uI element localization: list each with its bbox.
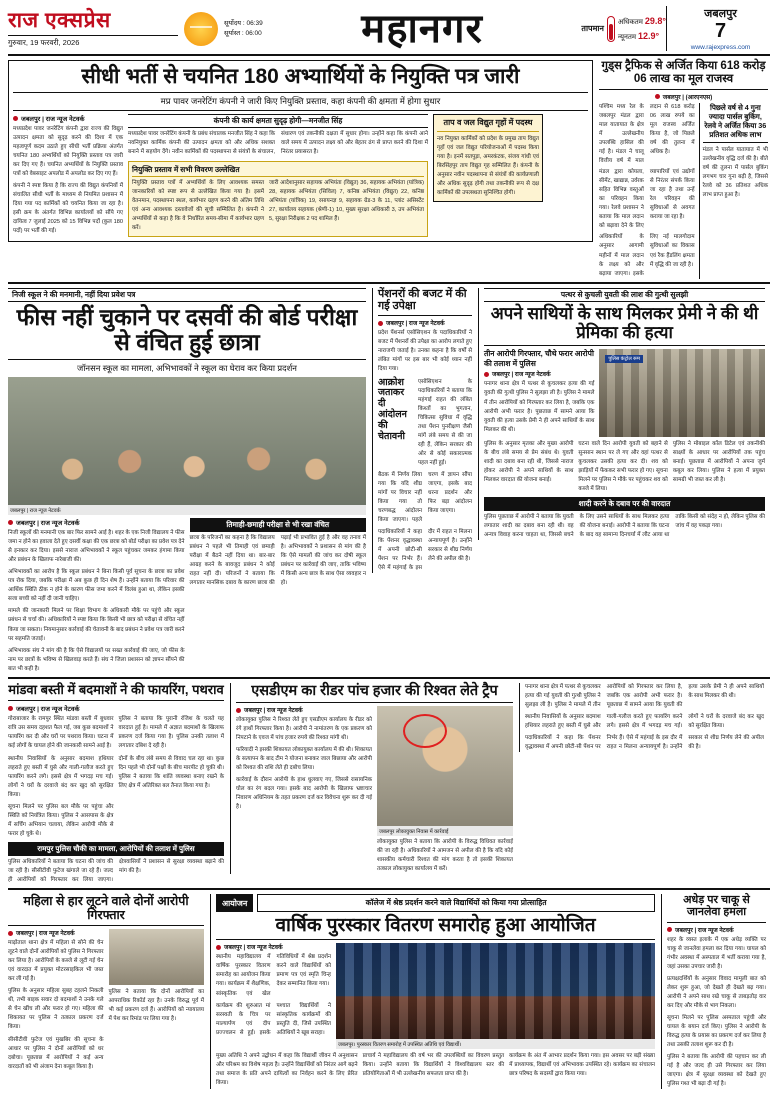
website-url[interactable]: www.rajexpress.com [690,44,751,51]
lead-column-2 [128,114,428,237]
lead-story [8,60,593,279]
photo-banner-text: पुलिस कंट्रोल रूम [605,355,643,363]
bottom-section [8,894,770,1089]
award-photo-caption: जबलपुर। पुरस्कार वितरण समारोह में उपस्थित अतिथि एवं विद्यार्थी। [336,1039,655,1049]
lead-column-3 [433,114,543,237]
sdm-headline: एसडीएम का रीडर पांच हजार की रिश्वत लेते ट्रैप [251,682,498,699]
award-text-2: कार्यक्रम की शुरुआत मां सरस्वती के चित्र पर माल्यार्पण एवं दीप प्रज्ज्वलन से हुई। इसके पश्चात विद्यार्थियों ने सांस्कृतिक कार्यक्रमों की प्रस्तुति दी, जिसे उपस्थित अतिथियों ने खूब सराहा। [216,1002,331,1036]
publication-date: गुरुवार, 19 फरवरी, 2026 [8,35,178,48]
firing-byline: जबलपुर | राज न्यूज नेटवर्क [8,704,224,713]
lead-box2-list: जारी आदेशानुसार सहायक अभियंता (विद्युत) 36, सहायक अभियंता (यांत्रिक) 28, सहायक अभियंता (सिविल) 7, कनिष्ठ अभियंता (विद्युत) 22, कनिष्ठ अभियंता (यांत्रिक) 19, रसायनज्ञ 9, सहायक ग्रेड-3 के 11, प्लांट असिस्टेंट 27, कार्यालय सहायक (श्रेणी-1) 10, मुख्य सुरक्षा अधिकारी 3, उप अभियंता 5, सुरक्षा निरीक्षक 2 पद शामिल हैं। [269,179,424,223]
lead-subhead: मप्र पावर जनरेटिंग कंपनी ने जारी किए नियुक्ति प्रस्ताव, कहा कंपनी की क्षमता में होगा सुधार [160,95,441,106]
murder-box-title: शादी करने के दबाव पर की वारदात [484,497,765,511]
goods-text-3: अधिकारियों के अनुसार आगामी महीनों में माल लदान के लक्ष्य को और बढ़ाया जाएगा। इसके लिए नई मालगोदाम सुविधाओं का विकास एवं रैक हैंडलिंग क्षमता में वृद्धि की जा रही है। [599,234,695,277]
firing-text-6: पुलिस अधिकारियों ने बताया कि घटना की जांच की जा रही है। सीसीटीवी फुटेज खंगाले जा रहे हैं। जल्द ही आरोपियों को गिरफ्तार कर लिया जाएगा। क्षेत्रवासियों ने प्रशासन से सुरक्षा व्यवस्था बढ़ाने की मांग की है। [8,858,224,884]
murder-text-3: घटना वाले दिन आरोपी युवती को बहाने से सुनसान स्थान पर ले गए और वहां पत्थर से कुचलकर उसकी हत्या कर दी। शव को झाड़ियों में फेंककर सभी फरार हो गए। सूचना मिलने पर पुलिस ने मौके पर पहुंचकर शव को कब्जे में लिया। [578,440,668,492]
school-text-4: अभिभावक संघ ने मांग की है कि ऐसे विद्यालयों पर सख्त कार्रवाई की जाए, जो फीस के नाम पर छात्रों के भविष्य से खिलवाड़ करते हैं। संघ ने जिला प्रशासन को ज्ञापन सौंपने की बात भी कही है। [8,647,185,672]
sdm-photo-caption: जबलपुर लोकायुक्त निवास में कार्रवाई [377,826,513,836]
third-section [8,683,770,885]
murder-photo [599,349,765,437]
firing-story [8,683,224,885]
pension-text-2: एसोसिएशन के पदाधिकारियों ने बताया कि महंगाई राहत की लंबित किश्तों का भुगतान, चिकित्सा सुविधा में वृद्धि तथा पेंशन पुनरीक्षण जैसी मांगें लंबे समय से की जा रही हैं, लेकिन सरकार की ओर से कोई सकारात्मक पहल नहीं हुई। [418,378,472,466]
lead-text-2: कंपनी ने स्पष्ट किया है कि राज्य की विद्युत कंपनियों में संचालित सीधी भर्ती के माध्यम से नियमित प्रशासन में दिया गया पद कार्मिकों को चयनित किया जा रहा है। इसी क्रम के अंतर्गत विभिन्न कार्यालयों को सौंपे गए दायित्व 7 जुलाई 2025 को 15 विभिन्न पदों (कुल 180 पदों) पर भर्ती की गई। [13,182,123,235]
page-title: महानगर [361,6,483,51]
knife-text-3: सूचना मिलने पर पुलिस अस्पताल पहुंची और घायल के बयान दर्ज किए। पुलिस ने आरोपी के विरुद्ध हत्या के प्रयास का प्रकरण दर्ज कर लिया है तथा उसकी तलाश शुरू कर दी है। [667,1015,766,1049]
temp-min-value: 12.9° [638,30,660,41]
knife-text-2: प्रत्यक्षदर्शियों के अनुसार विवाद मामूली बात को लेकर शुरू हुआ, जो देखते ही देखते बढ़ गया। आरोपी ने अपने साथ रखे चाकू से ताबड़तोड़ वार कर दिए और मौके से भाग निकला। [667,975,766,1010]
award-text-5: कार्यक्रम के अंत में आभार प्रदर्शन किया गया। इस अवसर पर बड़ी संख्या में प्राध्यापक, विद्यार्थी एवं अभिभावक उपस्थित रहे। कार्यक्रम का संचालन छात्र परिषद के सदस्यों द्वारा किया गया। [509,1053,655,1078]
masthead-title-area [263,6,582,51]
murder-box-text: पुलिस पूछताछ में आरोपी ने बताया कि युवती लगातार शादी का दबाव बना रही थी। वह अन्यत्र विवाह करना चाहता था, जिससे बचने के लिए उसने साथियों के साथ मिलकर हत्या की योजना बनाई। आरोपी ने बताया कि घटना के बाद वह सामान्य दिनचर्या में लौट आया था ताकि किसी को संदेह न हो, लेकिन पुलिस की जांच में वह पकड़ा गया। [484,513,765,539]
temperature-label: तापमान [581,24,604,33]
temp-max-label: अधिकतम [617,19,643,27]
sun-icon [184,12,218,46]
pension-text-1: प्रदेश पेंशनर्स एसोसिएशन के पदाधिकारियों ने बजट में पेंशनरों की उपेक्षा का आरोप लगाते हुए नाराजगी जताई है। उनका कहना है कि वर्षों से लंबित मांगों पर इस बार भी कोई ध्यान नहीं दिया गया। [378,330,472,373]
pension-byline: जबलपुर | राज न्यूज नेटवर्क [378,319,472,327]
masthead-left [8,6,178,51]
school-box-title: तिमाही-छमाही परीक्षा से भी रखा वंचित [190,518,367,532]
temperature-block [581,6,666,51]
pension-story [372,288,472,574]
robbery-text-1: माढ़ोताल थाना क्षेत्र में महिला से सोने की चेन लूटने वाले दोनों आरोपियों को पुलिस ने गिरफ्तार कर लिया है। आरोपियों के कब्जे से लूटी गई चेन एवं वारदात में प्रयुक्त मोटरसाइकिल भी जब्त कर ली गई है। [8,940,104,983]
murder-text-1: पनागर थाना क्षेत्र में पत्थर से कुचलकर हत्या की गई युवती की गुत्थी पुलिस ने सुलझा ली है। पुलिस ने मामले में तीन आरोपियों को गिरफ्तार कर लिया है, जबकि एक आरोपी अभी फरार है। पूछताछ में सामने आया कि युवती की हत्या उसके प्रेमी ने ही अपने साथियों के साथ मिलकर की थी। [484,381,595,433]
third-right-column [519,683,764,752]
murder-headline: अपने साथियों के साथ मिलकर प्रेमी ने की थी प्रेमिका की हत्या [490,303,759,342]
firing-text-5: दोनों के बीच लंबे समय से विवाद चल रहा था। कुछ दिन पहले भी दोनों पक्षों के बीच मारपीट हो चुकी थी। पुलिस ने बताया कि शांति व्यवस्था बनाए रखने के लिए क्षेत्र में अतिरिक्त बल तैनात किया गया है। [118,755,224,789]
goods-text-2: मंडल द्वारा कोयला, सीमेंट, खाद्यान्न, उर्वरक सहित विभिन्न वस्तुओं का परिवहन किया गया। रेलवे प्रशासन ने बताया कि माल लदान को बढ़ावा देने के लिए व्यापारियों एवं उद्योगों से निरंतर संपर्क किया जा रहा है तथा उन्हें रेल परिवहन की सुविधाओं से अवगत कराया जा रहा है। [599,169,695,230]
award-kicker: कॉलेज में श्रेष्ठ प्रदर्शन करने वाले विद्यार्थियों को किया गया प्रोत्साहित [257,894,655,912]
murder-text-4: पुलिस ने मोबाइल कॉल डिटेल एवं तकनीकी साक्ष्यों के आधार पर आरोपियों तक पहुंच बनाई। पूछताछ में आरोपियों ने अपना जुर्म कबूल कर लिया। पुलिस ने हत्या में प्रयुक्त सामग्री भी जब्त कर ली है। [672,440,765,483]
city-name: जबलपुर [704,8,737,20]
firing-headline: मांडवा बस्ती में बदमाशों ने की फायरिंग, पथराव [8,681,224,697]
firing-text-2: स्थानीय निवासियों के अनुसार बदमाश हथियार लहराते हुए बस्ती में घुसे और गाली-गलौज करते हुए फायरिंग करने लगे। इससे क्षेत्र में भगदड़ मच गई। लोगों ने घरों के दरवाजे बंद कर खुद को सुरक्षित किया। [8,755,114,798]
sdm-text-2: फरियादी ने इसकी शिकायत लोकायुक्त कार्यालय में की थी। शिकायत के सत्यापन के बाद टीम ने योजना बनाकर जाल बिछाया और आरोपी को रिश्वत की राशि लेते ही दबोच लिया। [236,747,372,772]
robbery-text-4: पुलिस ने बताया कि दोनों आरोपियों का आपराधिक रिकॉर्ड रहा है। उनके विरुद्ध पूर्व में भी कई प्रकरण दर्ज हैं। आरोपियों को न्यायालय में पेश कर रिमांड पर लिया गया है। [108,989,204,1023]
school-text-3: मामले की जानकारी मिलने पर शिक्षा विभाग के अधिकारी मौके पर पहुंचे और स्कूल प्रबंधन से चर्चा की। अधिकारियों ने स्पष्ट किया कि किसी भी छात्र को परीक्षा से वंचित नहीं किया जा सकता। नियमानुसार कार्रवाई की चेतावनी के बाद प्रबंधन ने प्रवेश पत्र जारी करने पर सहमति जताई। [8,608,185,642]
award-story [210,894,655,1088]
school-photo-caption: जबलपुर | राज न्यूज नेटवर्क [8,505,366,515]
firing-text-3: सूचना मिलने पर पुलिस बल मौके पर पहुंचा और स्थिति को नियंत्रित किया। पुलिस ने आसपास के क्षेत्र में सर्चिंग अभियान चलाया, लेकिन आरोपी मौके से फरार हो चुके थे। [8,803,114,837]
firing-text-4: पुलिस ने बताया कि पुरानी रंजिश के चलते यह वारदात हुई है। मामले में अज्ञात बदमाशों के खिलाफ प्रकरण दर्ज किया गया है। पुलिस उनकी तलाश में लगातार दबिश दे रही है। [118,716,224,750]
murder-story [478,288,765,540]
publication-logo: राज एक्सप्रेस [8,8,111,32]
sdm-overflow-text-3: पदाधिकारियों ने कहा कि पेंशनर वृद्धावस्था में अपनी छोटी-सी पेंशन पर निर्भर हैं। ऐसे में महंगाई के इस दौर में राहत न मिलना अन्यायपूर्ण है। उन्होंने सरकार से शीघ्र निर्णय लेने की अपील की है। [525,735,764,751]
award-photo [336,943,655,1039]
temp-max-value: 29.8° [644,16,666,27]
school-kicker: निजी स्कूल ने की मनमानी, नहीं दिया प्रवेश पत्र [8,288,366,302]
murder-kicker: पत्थर से कुचली युवती की लाश की गुत्थी सुलझी [484,288,765,302]
award-text-4: प्राचार्य ने महाविद्यालय की वर्ष भर की उपलब्धियों का विवरण प्रस्तुत किया। उन्होंने बताया कि विद्यार्थियों ने विश्वविद्यालय स्तर की प्रतियोगिताओं में भी उल्लेखनीय सफलता प्राप्त की है। [362,1053,505,1078]
award-headline: वार्षिक पुरस्कार वितरण समारोह हुआ आयोजित [275,915,596,937]
masthead [8,6,770,56]
goods-byline: जबलपुर | (आरएनएस) [599,93,768,101]
school-text-1: निजी स्कूलों की मनमानी एक बार फिर सामने आई है। शहर के एक निजी विद्यालय ने फीस जमा न होने का हवाला देते हुए दसवीं कक्षा की एक छात्रा को बोर्ड परीक्षा का प्रवेश पत्र देने से इनकार कर दिया। इससे नाराज अभिभावकों ने स्कूल पहुंचकर जमकर हंगामा किया और प्रबंधन के खिलाफ नारेबाजी की। [8,530,185,564]
lead-box1-text: मध्यप्रदेश पावर जनरेटिंग कंपनी के प्रबंध संचालक मनजीत सिंह ने कहा कि नवनियुक्त कार्मिक कंपनी की उत्पादन क्षमता को और अधिक सशक्त बनाने में सहयोग देंगे। नवीन कार्मिकों की पदस्थापना से संयंत्रों के संचालन, संधारण एवं तकनीकी दक्षता में सुधार होगा। उन्होंने कहा कि कंपनी आने वाले समय में उत्पादन लक्ष्य को और बेहतर ढंग से प्राप्त करने की दिशा में निरंतर प्रयासरत है। [128,130,428,155]
lead-text-1: मध्यप्रदेश पावर जनरेटिंग कंपनी द्वारा राज्य की विद्युत उत्पादन क्षमता को सुदृढ़ करने की दिशा में एक महत्वपूर्ण कदम उठाते हुए सीधी भर्ती प्रक्रिया अंतर्गत चयनित 180 अभ्यर्थियों को नियुक्ति प्रस्ताव पत्र जारी कर दिए गए हैं। चयनित अभ्यर्थियों के नियुक्ति प्रस्ताव पत्रों को वेबसाइट अपलोड में अपलोड कर दिए गए हैं। [13,125,123,177]
school-byline: जबलपुर | राज न्यूज नेटवर्क [8,518,185,527]
highlight-circle-icon [403,714,447,748]
knife-text-4: पुलिस ने बताया कि आरोपी की पहचान कर ली गई है और जल्द ही उसे गिरफ्तार कर लिया जाएगा। क्षेत्र में सुरक्षा व्यवस्था को देखते हुए पुलिस गश्त भी बढ़ा दी गई है। [667,1054,766,1088]
sdm-byline: जबलपुर | राज न्यूज नेटवर्क [236,706,372,714]
sdm-text-4: लोकायुक्त पुलिस ने बताया कि आरोपी के विरुद्ध विधिवत कार्रवाई की जा रही है। अधिकारियों ने आमजन से अपील की है कि यदि कोई शासकीय कर्मचारी रिश्वत की मांग करता है तो इसकी शिकायत तत्काल लोकायुक्त कार्यालय में करें। [377,839,513,873]
knife-story [661,894,766,1089]
lead-side-title: ताप व जल विद्युत गृहों में पदस्थ [443,117,533,127]
pension-headline: पेंशनरों की बजट में की गई उपेक्षा [378,287,467,312]
award-byline: जबलपुर | राज न्यूज नेटवर्क [216,943,331,951]
robbery-story [8,894,204,1072]
school-text-2: अभिभावकों का आरोप है कि स्कूल प्रबंधन ने बिना किसी पूर्व सूचना के छात्रा का प्रवेश पत्र रोक दिया, जबकि परीक्षा में अब कुछ ही दिन शेष हैं। उन्होंने बताया कि परिवार की आर्थिक स्थिति ठीक न होने के कारण फीस जमा करने में विलंब हुआ था, लेकिन इसकी सजा बच्ची को नहीं दी जानी चाहिए। [8,569,185,603]
sdm-overflow-text: पनागर थाना क्षेत्र में पत्थर से कुचलकर हत्या की गई युवती की गुत्थी पुलिस ने सुलझा ली है। पुलिस ने मामले में तीन आरोपियों को गिरफ्तार कर लिया है, जबकि एक आरोपी अभी फरार है। पूछताछ में सामने आया कि युवती की हत्या उसके प्रेमी ने ही अपने साथियों के साथ मिलकर की थी। [525,683,764,708]
lead-column-1 [13,114,123,237]
masthead-right [666,6,770,51]
murder-subhead: तीन आरोपी गिरफ्तार, चौथे फरार आरोपी की तलाश में पुलिस [484,348,594,368]
middle-section [8,288,770,674]
school-photo [8,377,366,505]
sdm-story [230,683,513,874]
firing-box-title: रामपुर पुलिस चौकी का मामला, आरोपियों की तलाश में पुलिस [8,842,224,856]
sunrise-time: सूर्योदय : 06:39 [224,19,263,27]
top-section [8,60,770,279]
murder-text-2: पुलिस के अनुसार मृतका और मुख्य आरोपी के बीच लंबे समय से प्रेम संबंध थे। युवती शादी का दबाव बना रही थी, जिससे नाराज होकर आरोपी ने अपने साथियों के साथ मिलकर वारदात की योजना बनाई। [484,440,574,483]
pension-subhead: आक्रोश जताकर दी आंदोलन की चेतावनी [378,376,407,443]
sdm-text-3: कार्रवाई के दौरान आरोपी के हाथ धुलवाए गए, जिससे रासायनिक घोल का रंग बदल गया। इसके बाद आरोपी के खिलाफ भ्रष्टाचार निवारण अधिनियम के तहत प्रकरण दर्ज कर विवेचना शुरू कर दी गई है। [236,777,372,811]
goods-inset-text: मंडल ने पार्सल यातायात में भी उल्लेखनीय वृद्धि दर्ज की है। बीते वर्ष की तुलना में पार्सल बुकिंग लगभग चार गुना बढ़ी है, जिससे रेलवे को 36 प्रतिशत अधिक लाभ प्राप्त हुआ है। [702,146,768,198]
knife-byline: जबलपुर | राज न्यूज नेटवर्क [667,926,766,934]
award-text-1: स्थानीय महाविद्यालय में वार्षिक पुरस्कार वितरण समारोह का आयोजन किया गया। कार्यक्रम में शैक्षणिक, सांस्कृतिक एवं खेल गतिविधियों में श्रेष्ठ प्रदर्शन करने वाले विद्यार्थियों को प्रमाण पत्र एवं स्मृति चिन्ह देकर सम्मानित किया गया। [216,954,331,997]
firing-text-1: गोराबाजार के रामपुर स्थित मांडवा बस्ती में बुधवार रात्रि उस समय दहशत फैल गई, जब कुछ बदमाशों ने फायरिंग कर दी और घरों पर पथराव किया। घटना में कई लोगों के घायल होने की जानकारी सामने आई है। [8,716,114,750]
goods-text-1: पश्चिम मध्य रेल के जबलपुर मंडल द्वारा माल यातायात के क्षेत्र में उल्लेखनीय उपलब्धि हासिल की गई है। मंडल ने चालू वित्तीय वर्ष में माल लदान से 618 करोड़ 06 लाख रुपये का मूल राजस्व अर्जित किया है, जो पिछले वर्ष की तुलना में अधिक है। [599,103,695,165]
knife-text-1: शहर के व्यस्त इलाके में एक अधेड़ व्यक्ति पर चाकू से जानलेवा हमला कर दिया गया। घायल को गंभीर अवस्था में अस्पताल में भर्ती कराया गया है, जहां उसका उपचार जारी है। [667,936,766,970]
murder-byline: जबलपुर | राज न्यूज नेटवर्क [484,370,594,378]
robbery-photo [109,929,205,985]
robbery-byline: जबलपुर | राज न्यूज नेटवर्क [8,929,104,937]
school-box-text: छात्रा के परिजनों का कहना है कि विद्यालय प्रबंधन ने पहले भी तिमाही एवं छमाही परीक्षा में बैठने नहीं दिया था। बार-बार आग्रह करने के बावजूद प्रबंधन ने कोई राहत नहीं दी। परिजनों ने बताया कि लगातार मानसिक दबाव के कारण छात्रा की पढ़ाई भी प्रभावित हुई है और वह तनाव में है। अभिभावकों ने प्रशासन से मांग की है कि ऐसे मामलों की जांच कर दोषी स्कूल प्रबंधन पर कार्रवाई की जाए, ताकि भविष्य में किसी अन्य छात्र के साथ ऐसा व्यवहार न हो। [189,535,366,587]
school-story [8,288,366,674]
thermometer-icon [607,16,615,42]
school-subhead: जॉनसन स्कूल का मामला, अभिभावकों ने स्कूल का घेराव कर किया प्रदर्शन [77,363,297,374]
lead-box2-text: नियुक्ति प्रस्ताव पत्रों में अभ्यर्थियों के लिए आवश्यक समस्त जानकारियों को स्पष्ट रूप से उल्लेखित किया गया है। इसमें वेतनमान, पदस्थापना स्थल, कार्यभार ग्रहण करने की अंतिम तिथि एवं अन्य आवश्यक दस्तावेजों की सूची सम्मिलित है। कंपनी ने अभ्यर्थियों से कहा है कि वे निर्धारित समय-सीमा में कार्यभार ग्रहण करें। [132,179,265,232]
award-kicker-small: आयोजन [216,894,253,912]
lead-side-text: नव नियुक्त कार्मिकों को प्रदेश के प्रमुख ताप विद्युत गृहों एवं जल विद्युत परियोजनाओं में पदस्थ किया गया है। इनमें सतपुड़ा, अमरकंटक, संजय गांधी एवं बिरसिंहपुर ताप विद्युत गृह सम्मिलित हैं। कंपनी के अनुसार नवीन पदस्थापना से संयंत्रों की कार्यप्रणाली और अधिक सुदृढ़ होगी तथा तकनीकी रूप से दक्ष कार्मिकों की उपलब्धता सुनिश्चित होगी। [437,135,539,196]
sun-times [224,19,263,39]
goods-story [599,60,768,279]
goods-headline: गुड्स ट्रैफिक से अर्जित किया 618 करोड़ 06 लाख का मूल राजस्व [601,60,766,85]
sdm-text-1: लोकायुक्त पुलिस ने रिश्वत लेते हुए एसडीएम कार्यालय के रीडर को रंगे हाथों गिरफ्तार किया है। आरोपी ने नामांतरण के एक प्रकरण को निपटाने के एवज में पांच हजार रुपये की रिश्वत मांगी थी। [236,717,372,742]
lead-box1-title: कंपनी की कार्य क्षमता सुदृढ़ होगी—मनजीत सिंह [128,114,428,128]
lead-byline: जबलपुर | राज न्यूज नेटवर्क [13,114,123,123]
robbery-text-2: पुलिस के अनुसार महिला सुबह टहलने निकली थी, तभी बाइक सवार दो बदमाशों ने उनके गले से चेन खींच ली और फरार हो गए। महिला की शिकायत पर पुलिस ने तत्काल प्रकरण दर्ज किया। [8,988,104,1031]
lead-headline: सीधी भर्ती से चयनित 180 अभ्यार्थियों के नियुक्ति पत्र जारी [81,65,520,88]
sdm-photo [377,706,513,826]
temp-min-label: न्यूनतम [617,33,637,41]
award-text-3: मुख्य अतिथि ने अपने उद्बोधन में कहा कि विद्यार्थी जीवन में अनुशासन और परिश्रम का विशेष महत्व है। उन्होंने विद्यार्थियों को निरंतर आगे बढ़ने तथा समाज के प्रति अपने दायित्वों का निर्वहन करने के लिए प्रेरित किया। [216,1053,358,1087]
pension-text-4: पदाधिकारियों ने कहा कि पेंशनर वृद्धावस्था में अपनी छोटी-सी पेंशन पर निर्भर हैं। ऐसे में महंगाई के इस दौर में राहत न मिलना अन्यायपूर्ण है। उन्होंने सरकार से शीघ्र निर्णय लेने की अपील की है। [378,529,472,572]
robbery-text-3: सीसीटीवी फुटेज एवं मुखबिर की सूचना के आधार पर पुलिस ने दोनों आरोपियों को धर दबोचा। पूछताछ में आरोपियों ने कई अन्य वारदातों को भी अंजाम देना कबूल किया है। [8,1036,104,1070]
school-headline: फीस नहीं चुकाने पर दसवीं की बोर्ड परीक्षा से वंचित हुई छात्रा [16,303,358,356]
robbery-headline: महिला से हार लूटने वाले दोनों आरोपी गिरफ्तार [23,894,189,923]
page-number: 7 [714,20,727,42]
lead-box2-title: नियुक्ति प्रस्ताव में सभी विवरण उल्लेखित [132,165,424,177]
sunset-time: सूर्यास्त : 06:00 [224,29,262,37]
sdm-overflow-text-2: स्थानीय निवासियों के अनुसार बदमाश हथियार लहराते हुए बस्ती में घुसे और गाली-गलौज करते हुए फायरिंग करने लगे। इससे क्षेत्र में भगदड़ मच गई। लोगों ने घरों के दरवाजे बंद कर खुद को सुरक्षित किया। [525,713,764,729]
goods-inset-title: पिछले वर्ष से 4 गुना ज्यादा पार्सल बुकिंग, रेलवे ने अर्जित किया 36 प्रतिशत अधिक लाभ [704,102,767,139]
temperature-values [618,14,666,43]
knife-headline: अधेड़ पर चाकू से जानलेवा हमला [683,894,750,919]
pension-text-3: बैठक में निर्णय लिया गया कि यदि शीघ्र मांगों पर विचार नहीं किया गया तो चरणबद्ध आंदोलन किया जाएगा। पहले चरण में ज्ञापन सौंपा जाएगा, इसके बाद धरना प्रदर्शन और फिर बड़ा आंदोलन किया जाएगा। [378,471,472,524]
